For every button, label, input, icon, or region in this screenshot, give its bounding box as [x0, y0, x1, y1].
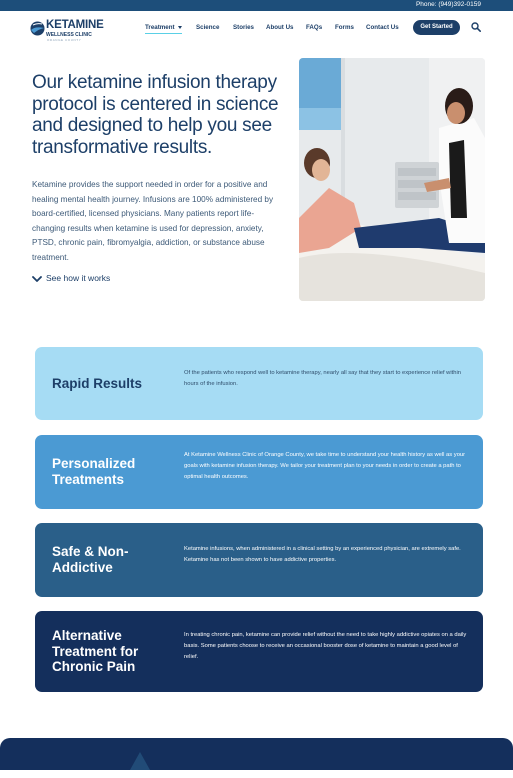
benefit-card-safe-non-addictive	[35, 523, 483, 597]
card-title: Safe & Non-Addictive	[52, 544, 129, 575]
card-title: Rapid Results	[52, 376, 143, 391]
nav-item-stories[interactable]: Stories	[233, 24, 254, 31]
card-text: Of the patients who respond well to ketamine therapy, nearly all say that they start to experience relief within hours of the infusion.	[184, 370, 461, 387]
hero-photo	[299, 58, 485, 301]
benefit-card-personalized-treatments	[35, 435, 483, 509]
chevron-down-icon	[178, 26, 182, 29]
logo-line-3: ORANGE COUNTY	[47, 38, 82, 42]
nav-item-treatment[interactable]	[145, 24, 182, 34]
card-text: Ketamine infusions, when administered in a clinical setting by an experienced physician, are extremely safe. Ketamine has not been shown to have addictive properties.	[184, 546, 461, 563]
nav-item-faqs[interactable]: FAQs	[306, 24, 323, 31]
see-how-it-works-link[interactable]	[32, 273, 110, 287]
nav-item-contact-us[interactable]: Contact Us	[366, 24, 399, 31]
clinic-consultation-illustration	[299, 58, 485, 301]
footer-section	[0, 738, 513, 770]
benefit-card-rapid-results	[35, 347, 483, 420]
card-text: In treating chronic pain, ketamine can provide relief without the need to take highly addictive opiates on a daily basis. Some patients choose to receive an occasional booster dose of ketamine to maintain a good level of relief.	[184, 632, 467, 660]
chevron-down-icon	[32, 275, 42, 283]
nav-item-about-us[interactable]: About Us	[266, 24, 294, 31]
nav-item-science[interactable]: Science	[196, 24, 220, 31]
top-bar	[0, 0, 513, 11]
logo-line-2: WELLNESS CLINIC	[46, 32, 92, 38]
page-title: Our ketamine infusion therapy protocol is centered in science and designed to help you see transformative results.	[32, 72, 279, 158]
search-icon[interactable]	[471, 22, 481, 32]
get-started-button[interactable]: Get Started	[413, 20, 460, 35]
phone-number[interactable]: Phone: (949)392-0159	[415, 1, 481, 8]
logo-line-1: KETAMINE	[46, 19, 104, 31]
card-title: Alternative Treatment for Chronic Pain	[52, 628, 139, 674]
nav-item-label: Treatment	[145, 24, 175, 31]
see-how-it-works-label: See how it works	[46, 273, 111, 283]
card-title: Personalized Treatments	[52, 456, 136, 487]
footer-decoration-icon	[120, 746, 180, 778]
benefit-card-alternative-treatment	[35, 611, 483, 692]
clinic-logo[interactable]	[30, 17, 104, 43]
hero-description: Ketamine provides the support needed in order for a positive and healing mental health journey. Infusions are 100% administered by board-certified, licensed physicians. Many patients report life-changing results when ketamine is used for depression, anxiety, PTSD, chronic pain, fibromyalgia, addiction, or substance abuse treatment.	[32, 180, 274, 262]
card-text: At Ketamine Wellness Clinic of Orange County, we take time to understand your health history as well as your goals with ketamine infusion therapy. We tailor your treatment plan to your needs in order to create a path to optimal health outcomes.	[184, 452, 466, 480]
logo-mark-icon	[30, 21, 45, 36]
nav-item-forms[interactable]: Forms	[335, 24, 354, 31]
